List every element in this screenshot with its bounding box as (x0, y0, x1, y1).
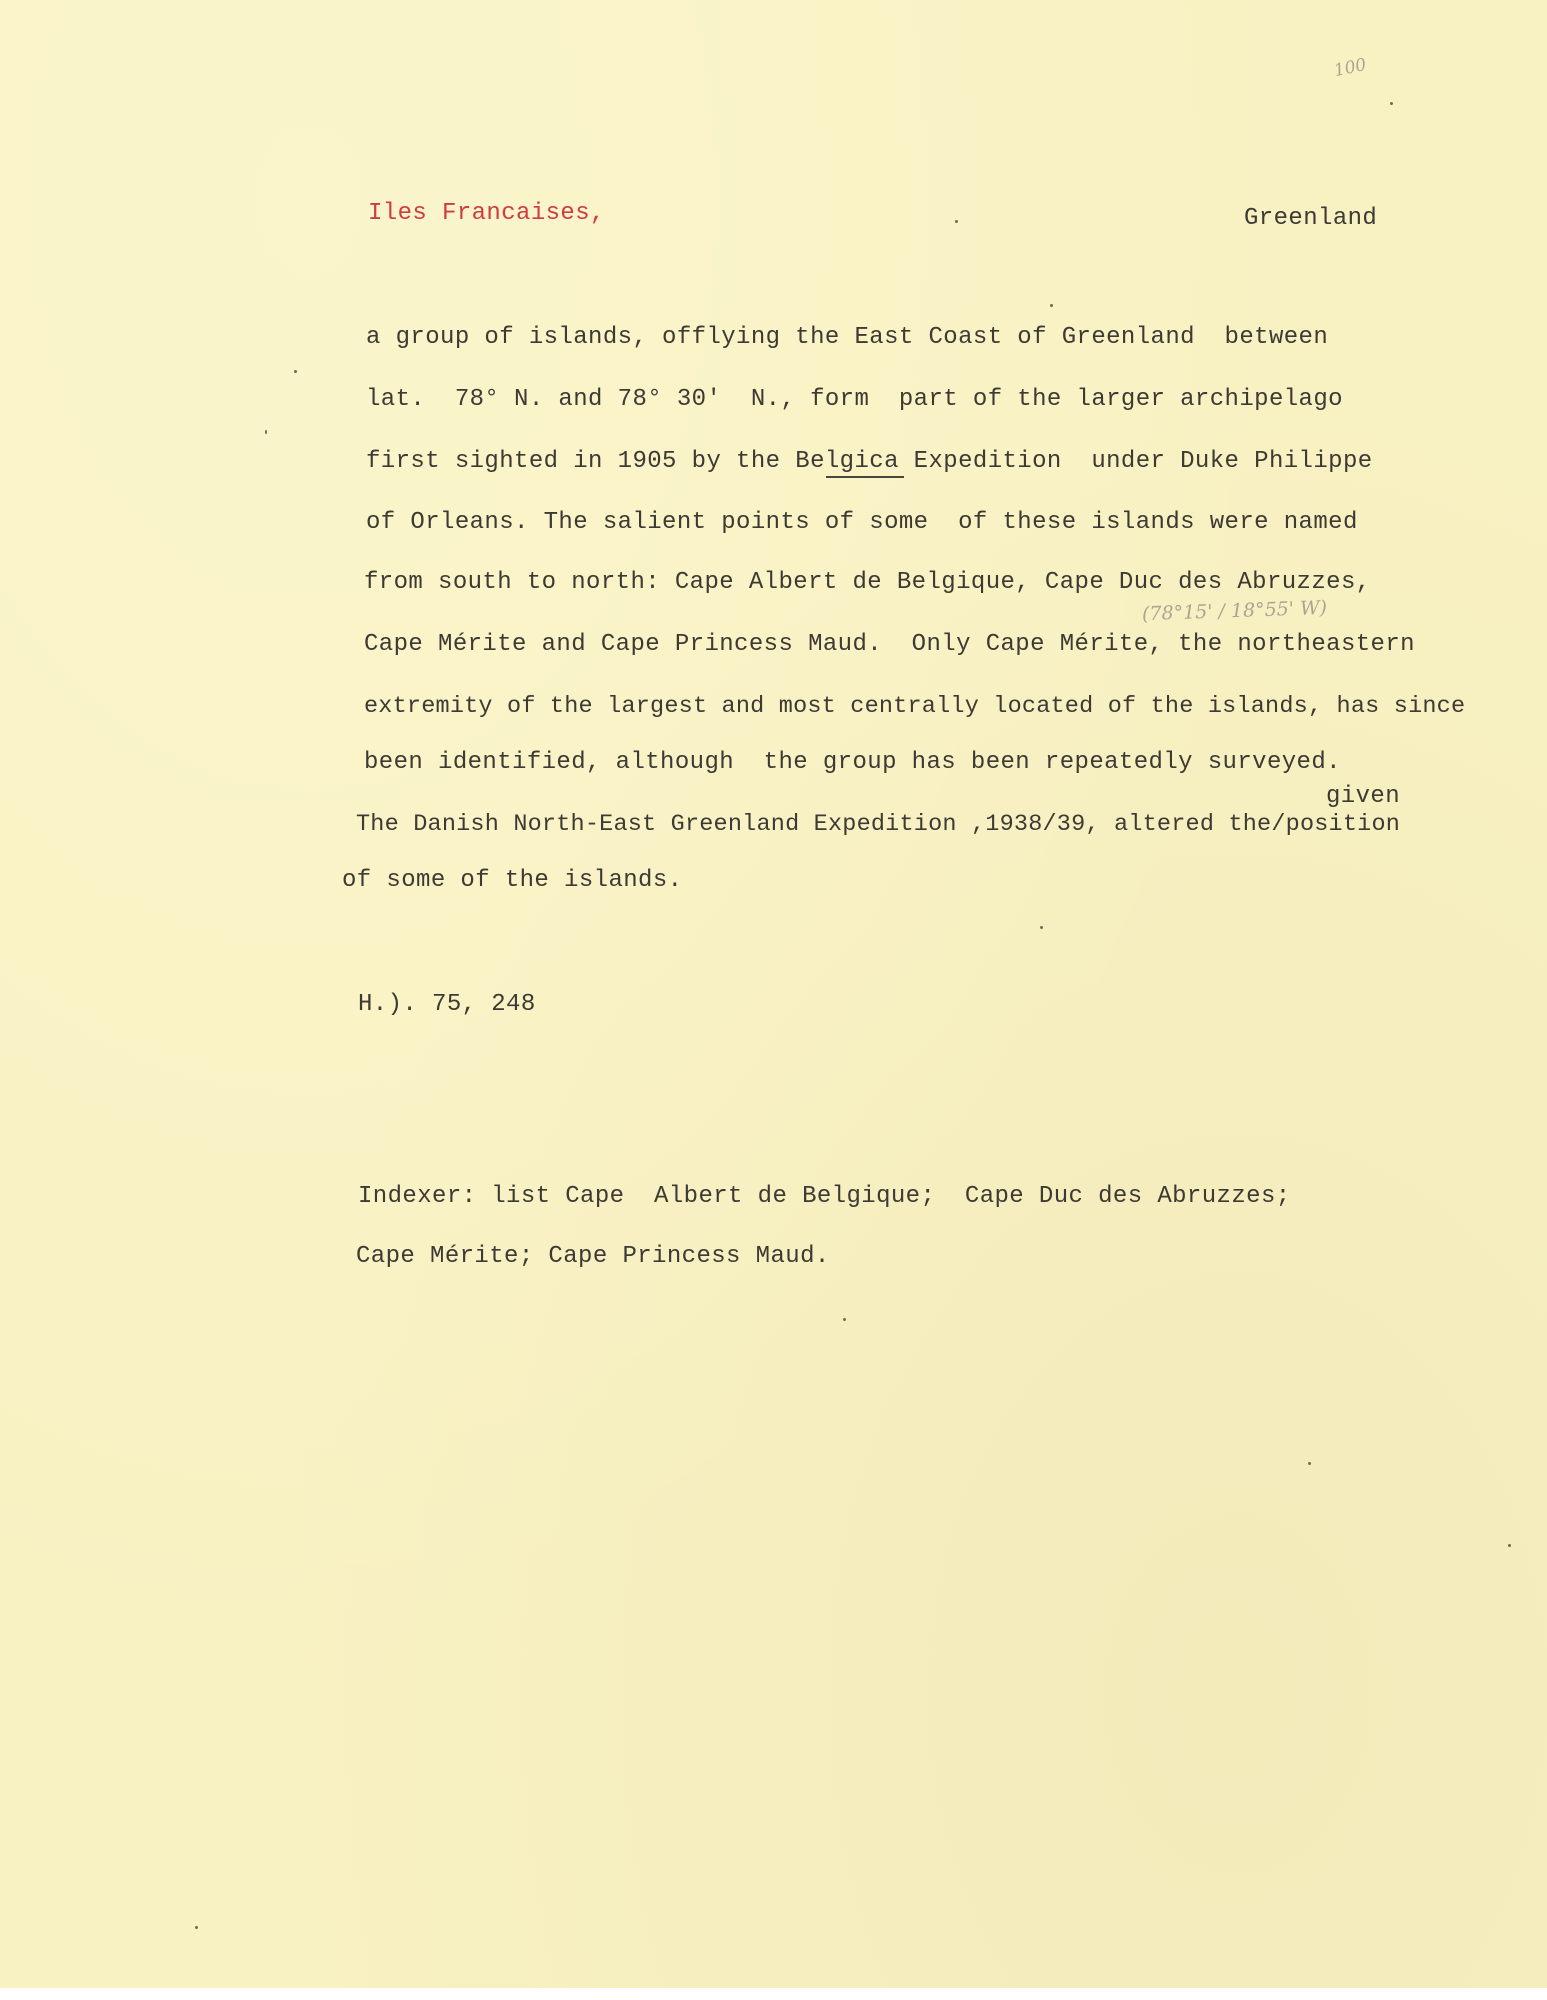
body-line-2: lat. 78° N. and 78° 30' N., form part of the larger archipelago (366, 386, 1343, 413)
body-line-8: been identified, although the group has been repeatedly surveyed. (364, 749, 1341, 776)
body-line-6: Cape Mérite and Cape Princess Maud. Only Cape Mérite, the northeastern (364, 631, 1415, 658)
body-line-1: a group of islands, offlying the East Coast of Greenland between (366, 324, 1329, 351)
body-line-9: The Danish North-East Greenland Expedition ,1938/39, altered the/position (356, 811, 1401, 838)
paper-speck (1308, 1462, 1311, 1465)
paper-speck (955, 220, 958, 223)
body-line-3: first sighted in 1905 by the Belgica Expedition under Duke Philippe (366, 448, 1373, 475)
paper-speck (1050, 304, 1053, 307)
body-line-4: of Orleans. The salient points of some of these islands were named (366, 509, 1358, 536)
paper-speck (1040, 926, 1043, 929)
pencil-margin-note: (78°15' / 18°55' W) (1141, 596, 1328, 626)
belgica-underline (826, 476, 904, 478)
reference-citation: H.). 75, 248 (358, 991, 536, 1018)
body-line-5: from south to north: Cape Albert de Belgique, Cape Duc des Abruzzes, (364, 569, 1371, 596)
indexer-line-2: Cape Mérite; Cape Princess Maud. (356, 1243, 830, 1270)
indexer-line-1: Indexer: list Cape Albert de Belgique; Cape Duc des Abruzzes; (358, 1183, 1291, 1210)
paper-speck (1390, 102, 1393, 105)
body-line-10: of some of the islands. (342, 867, 683, 894)
paper-speck (195, 1926, 198, 1929)
paper-speck (1508, 1544, 1511, 1547)
entry-title: Iles Francaises, (368, 200, 605, 227)
entry-region: Greenland (1244, 205, 1378, 232)
paper-speck (265, 430, 267, 434)
paper-speck (294, 370, 297, 373)
body-line-7: extremity of the largest and most centrally located of the islands, has since (364, 693, 1466, 720)
paper-speck (843, 1318, 846, 1321)
folio-number: 100 (1332, 54, 1369, 82)
insertion-word: given (1326, 783, 1401, 810)
